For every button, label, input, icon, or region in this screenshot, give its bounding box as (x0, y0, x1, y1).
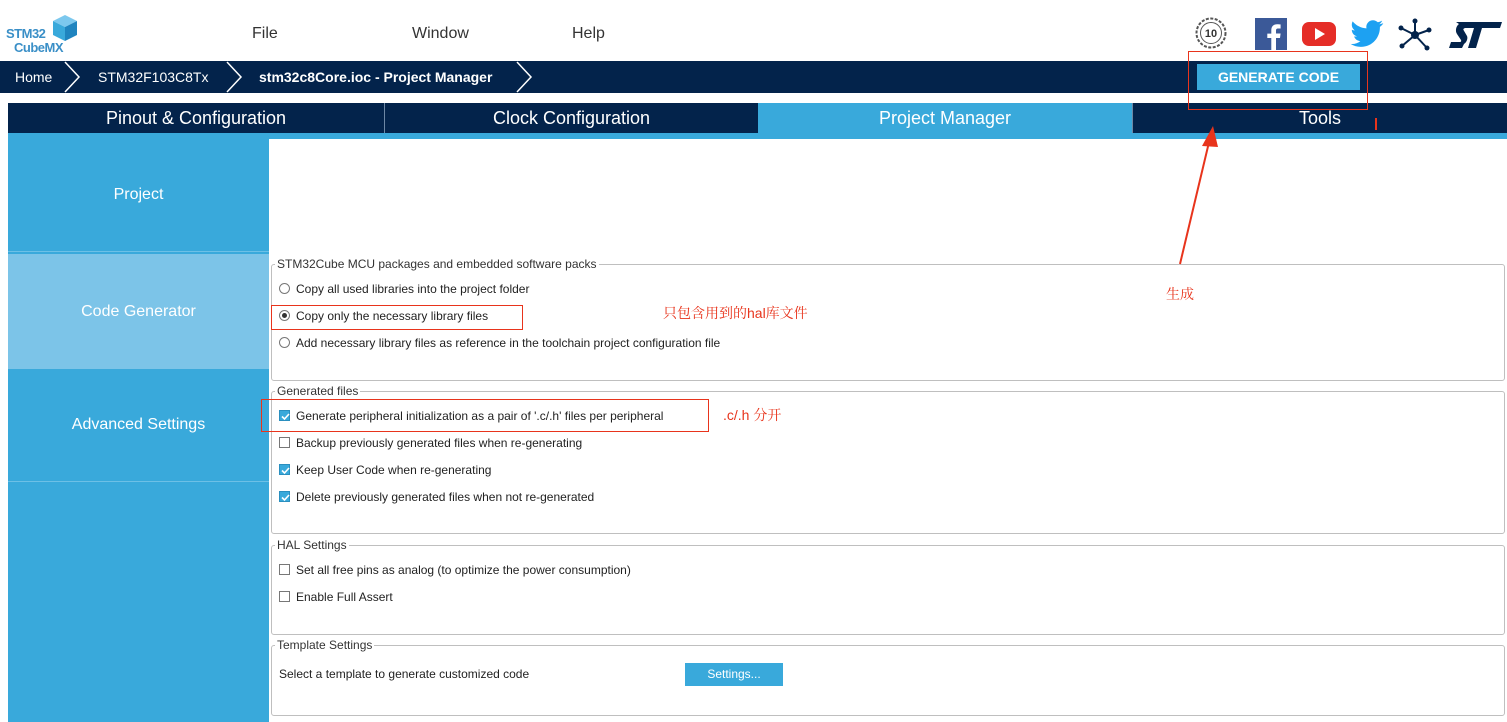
template-settings-group-title: Template Settings (277, 638, 373, 652)
anniversary-badge-number: 10 (1204, 28, 1218, 40)
radio-button[interactable] (279, 283, 290, 294)
annotation-generate: 生成 (1166, 286, 1194, 302)
chevron-right-icon (62, 61, 82, 93)
stm32cubemx-logo (6, 14, 76, 58)
sidebar-item-code-generator[interactable]: Code Generator (8, 254, 269, 369)
logo-line1: STM32 (6, 26, 46, 41)
annotation-arrow-icon (1170, 124, 1220, 266)
checkbox[interactable] (279, 437, 290, 448)
annotation-box-generate (1188, 51, 1368, 110)
menu-window[interactable]: Window (412, 25, 469, 42)
checkbox-checked[interactable] (279, 491, 290, 502)
breadcrumb-chip[interactable]: STM32F103C8Tx (98, 69, 209, 85)
checkbox-backup-generated-files[interactable] (279, 435, 879, 451)
menu-file[interactable]: File (252, 25, 278, 42)
checkbox-label: Backup previously generated files when re-generating (296, 436, 583, 450)
checkbox-checked[interactable] (279, 464, 290, 475)
tab-tools[interactable]: Tools (1298, 108, 1342, 128)
anniversary-10-icon[interactable] (1195, 17, 1227, 49)
sidebar-divider (8, 481, 269, 482)
chevron-right-icon (514, 61, 534, 93)
logo-line2: CubeMX (14, 40, 63, 55)
st-logo-icon[interactable] (1448, 20, 1504, 50)
twitter-icon[interactable] (1350, 20, 1384, 48)
sidebar-item-project[interactable]: Project (113, 186, 164, 203)
annotation-split: .c/.h 分开 (723, 407, 782, 423)
tab-project-manager[interactable]: Project Manager (758, 103, 1132, 133)
radio-label: Copy all used libraries into the project folder (296, 282, 530, 296)
facebook-icon[interactable] (1255, 18, 1287, 50)
checkbox-label: Keep User Code when re-generating (296, 463, 492, 477)
youtube-icon[interactable] (1302, 22, 1336, 46)
tab-pinout-configuration[interactable]: Pinout & Configuration (105, 108, 287, 128)
checkbox-keep-user-code[interactable] (279, 462, 879, 478)
checkbox-label: Delete previously generated files when not re-generated (296, 490, 595, 504)
annotation-mark (1375, 118, 1377, 130)
packages-group-title: STM32Cube MCU packages and embedded software packs (277, 257, 597, 271)
annotation-box-library (271, 305, 523, 330)
cube-icon (52, 14, 78, 42)
radio-add-libraries-as-reference[interactable] (279, 335, 979, 351)
menu-help[interactable]: Help (572, 25, 605, 42)
radio-copy-all-libraries[interactable] (279, 281, 879, 297)
template-settings-label: Select a template to generate customized code (279, 667, 530, 681)
sidebar-item-advanced-settings[interactable]: Advanced Settings (71, 416, 206, 433)
sidebar-divider (8, 251, 269, 252)
breadcrumb-home[interactable]: Home (15, 69, 53, 85)
checkbox[interactable] (279, 591, 290, 602)
checkbox[interactable] (279, 564, 290, 575)
checkbox-label: Generate peripheral initialization as a pair of '.c/.h' files per peripheral (296, 409, 664, 423)
checkbox-free-pins-analog[interactable] (279, 562, 879, 578)
annotation-box-split (261, 399, 709, 432)
generate-code-button[interactable]: GENERATE CODE (1197, 64, 1360, 90)
hal-settings-group-title: HAL Settings (277, 538, 347, 552)
tab-clock-configuration[interactable]: Clock Configuration (492, 108, 651, 128)
annotation-library: 只包含用到的hal库文件 (663, 305, 808, 321)
checkbox-label: Set all free pins as analog (to optimize the power consumption) (296, 563, 631, 577)
network-icon[interactable] (1398, 18, 1432, 52)
checkbox-label: Enable Full Assert (296, 590, 393, 604)
checkbox-enable-full-assert[interactable] (279, 589, 879, 605)
chevron-right-icon (224, 61, 244, 93)
checkbox-delete-generated-files[interactable] (279, 489, 879, 505)
template-settings-button[interactable]: Settings... (685, 663, 783, 686)
generated-files-group-title: Generated files (277, 384, 359, 398)
radio-label: Copy only the necessary library files (296, 309, 489, 323)
radio-label: Add necessary library files as reference in the toolchain project configuration file (296, 336, 721, 350)
radio-button[interactable] (279, 337, 290, 348)
breadcrumb-current[interactable]: stm32c8Core.ioc - Project Manager (259, 69, 493, 85)
